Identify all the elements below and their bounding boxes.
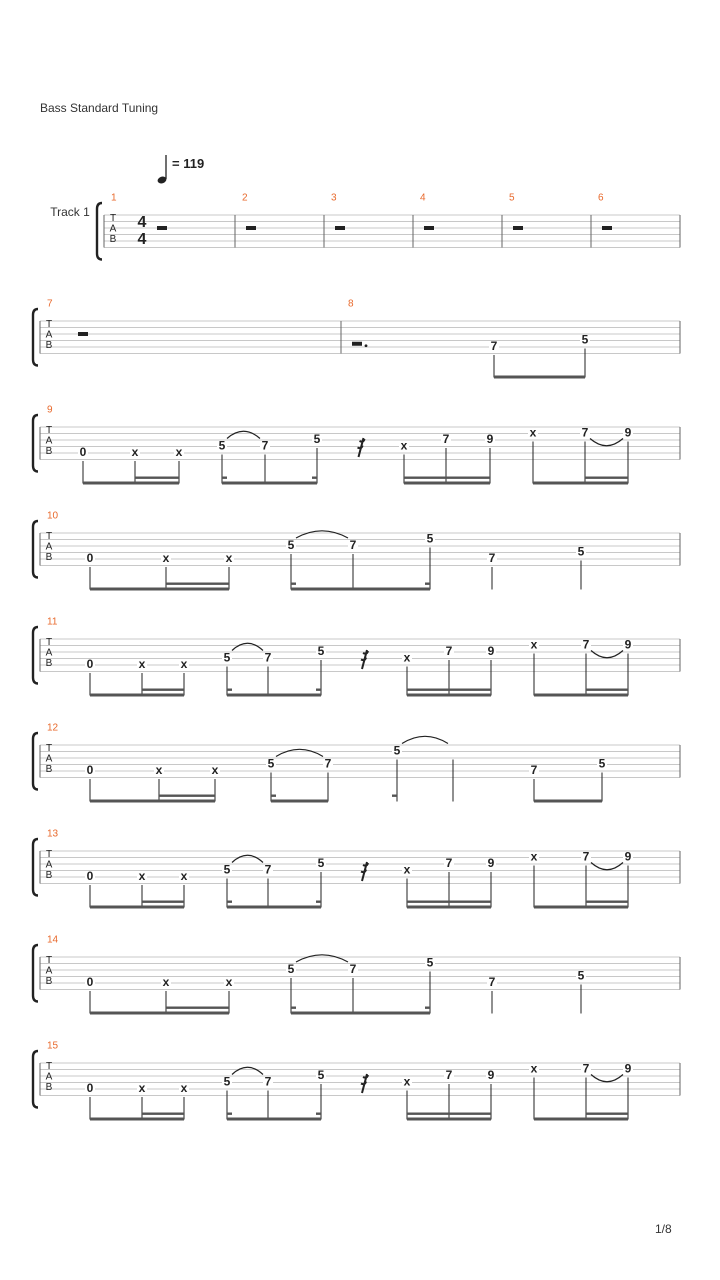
sixteenth-beam xyxy=(586,901,628,903)
fret-number: 7 xyxy=(445,644,453,659)
beam-stub xyxy=(425,1007,430,1009)
fret-number: 5 xyxy=(317,644,325,659)
beam-stub xyxy=(425,583,430,585)
tab-clef-letter: A xyxy=(109,223,117,235)
tab-clef-letter: A xyxy=(45,859,53,871)
beam-stub xyxy=(271,795,276,797)
beam-stub xyxy=(291,1007,296,1009)
fret-number: 7 xyxy=(582,849,590,864)
fret-number: x xyxy=(403,650,411,665)
fret-number: x xyxy=(131,445,139,460)
tab-clef-letter: A xyxy=(45,1071,53,1083)
tie-arc xyxy=(276,749,323,756)
fret-number: 9 xyxy=(487,1068,495,1083)
fret-number: 5 xyxy=(287,538,295,553)
beam xyxy=(222,482,317,485)
beam xyxy=(90,800,215,803)
sixteenth-rest xyxy=(361,862,368,881)
tab-clef-letter: B xyxy=(45,870,53,882)
sixteenth-beam xyxy=(585,477,628,479)
sixteenth-beam xyxy=(586,689,628,691)
sixteenth-beam xyxy=(135,477,179,479)
measure-number: 11 xyxy=(47,616,58,628)
system-bracket xyxy=(33,945,38,1002)
tie-arc xyxy=(232,855,263,862)
beam xyxy=(83,482,179,485)
beam-stub xyxy=(316,689,321,691)
sixteenth-beam xyxy=(404,477,490,479)
fret-number: 5 xyxy=(313,432,321,447)
tie-arc xyxy=(402,736,448,743)
fret-number: 0 xyxy=(86,763,94,778)
system-bracket xyxy=(33,1051,38,1108)
fret-number: x xyxy=(403,862,411,877)
fret-number: 5 xyxy=(577,968,585,983)
fret-number: 9 xyxy=(486,432,494,447)
sixteenth-beam xyxy=(166,1007,229,1009)
fret-number: x xyxy=(529,425,537,440)
fret-number: x xyxy=(400,438,408,453)
beam xyxy=(90,1012,229,1015)
fret-number: 7 xyxy=(582,637,590,652)
measure-number: 15 xyxy=(47,1040,59,1052)
sixteenth-beam xyxy=(142,689,184,691)
fret-number: 0 xyxy=(86,869,94,884)
tie-arc xyxy=(296,531,348,538)
sixteenth-rest xyxy=(361,650,368,669)
tab-clef-letter: B xyxy=(45,764,53,776)
beam xyxy=(90,906,184,909)
sixteenth-beam xyxy=(159,795,215,797)
measure-number: 10 xyxy=(47,510,59,522)
fret-number: x xyxy=(530,637,538,652)
beam-stub xyxy=(392,795,397,797)
sixteenth-beam xyxy=(407,1113,491,1115)
fret-number: 5 xyxy=(393,743,401,758)
fret-number: x xyxy=(138,1081,146,1096)
tie-arc xyxy=(227,431,260,438)
fret-number: 5 xyxy=(287,962,295,977)
measure-number: 5 xyxy=(509,192,515,204)
system-bracket xyxy=(33,521,38,578)
tie-arc xyxy=(296,955,348,962)
beam xyxy=(227,694,321,697)
measure-number: 1 xyxy=(111,192,117,204)
tab-clef-letter: B xyxy=(45,658,53,670)
system-bracket xyxy=(33,839,38,896)
fret-number: 5 xyxy=(218,438,226,453)
fret-number: 5 xyxy=(426,531,434,546)
fret-number: 7 xyxy=(264,862,272,877)
tab-clef-letter: A xyxy=(45,753,53,765)
beam-stub xyxy=(227,901,232,903)
fret-number: 7 xyxy=(445,1068,453,1083)
page-number: 1/8 xyxy=(655,1222,672,1236)
measure-number: 9 xyxy=(47,404,53,416)
beam xyxy=(90,694,184,697)
beam xyxy=(404,482,490,485)
fret-number: x xyxy=(175,445,183,460)
system-bracket xyxy=(33,733,38,790)
tab-clef-letter: B xyxy=(109,234,117,246)
beam xyxy=(90,1118,184,1121)
fret-number: 7 xyxy=(349,962,357,977)
fret-number: x xyxy=(162,551,170,566)
measure-number: 8 xyxy=(348,298,354,310)
beam xyxy=(534,694,628,697)
fret-number: 9 xyxy=(624,637,632,652)
tab-clef-letter: T xyxy=(45,531,53,543)
fret-number: 9 xyxy=(624,1061,632,1076)
sixteenth-beam xyxy=(407,689,491,691)
whole-rest xyxy=(246,226,256,230)
fret-number: 5 xyxy=(223,1074,231,1089)
fret-number: x xyxy=(403,1074,411,1089)
measure-number: 3 xyxy=(331,192,337,204)
fret-number: x xyxy=(225,551,233,566)
beam-stub xyxy=(316,1113,321,1115)
beam xyxy=(534,1118,628,1121)
tab-clef-letter: A xyxy=(45,647,53,659)
fret-number: x xyxy=(155,763,163,778)
system-bracket xyxy=(33,627,38,684)
beam xyxy=(271,800,328,803)
sixteenth-beam xyxy=(166,583,229,585)
fret-number: 9 xyxy=(624,849,632,864)
system-bracket xyxy=(33,309,38,366)
measure-number: 12 xyxy=(47,722,59,734)
fret-number: 7 xyxy=(530,763,538,778)
tab-clef-letter: A xyxy=(45,435,53,447)
whole-rest xyxy=(157,226,167,230)
beam-stub xyxy=(227,1113,232,1115)
fret-number: 5 xyxy=(317,1068,325,1083)
beam xyxy=(534,800,602,803)
measure-number: 2 xyxy=(242,192,248,204)
beam-stub xyxy=(316,901,321,903)
measure-number: 14 xyxy=(47,934,59,946)
sixteenth-rest xyxy=(361,1074,368,1093)
fret-number: x xyxy=(138,869,146,884)
fret-number: 5 xyxy=(426,955,434,970)
tab-clef-letter: A xyxy=(45,329,53,341)
fret-number: 9 xyxy=(487,856,495,871)
beam xyxy=(494,376,585,379)
rest-dot xyxy=(365,344,368,347)
whole-rest xyxy=(424,226,434,230)
fret-number: 5 xyxy=(598,756,606,771)
fret-number: 0 xyxy=(86,1081,94,1096)
tab-clef-letter: T xyxy=(45,425,53,437)
fret-number: 0 xyxy=(86,975,94,990)
beam xyxy=(227,906,321,909)
measure-number: 4 xyxy=(420,192,426,204)
sixteenth-beam xyxy=(142,901,184,903)
measure-number: 6 xyxy=(598,192,604,204)
tab-clef-letter: B xyxy=(45,976,53,988)
beam xyxy=(291,1012,430,1015)
fret-number: 7 xyxy=(442,432,450,447)
fret-number: 5 xyxy=(317,856,325,871)
beam-stub xyxy=(222,477,227,479)
tab-clef-letter: B xyxy=(45,1082,53,1094)
fret-number: 9 xyxy=(624,425,632,440)
fret-number: 9 xyxy=(487,644,495,659)
tab-clef-letter: B xyxy=(45,340,53,352)
sixteenth-rest xyxy=(358,438,365,457)
tab-clef-letter: B xyxy=(45,552,53,564)
whole-rest xyxy=(602,226,612,230)
time-signature-top: 4 xyxy=(137,214,147,232)
fret-number: x xyxy=(530,849,538,864)
beam-stub xyxy=(227,689,232,691)
tab-clef-letter: B xyxy=(45,446,53,458)
tab-clef-letter: T xyxy=(109,213,117,225)
fret-number: 7 xyxy=(324,756,332,771)
fret-number: x xyxy=(180,869,188,884)
beam xyxy=(407,1118,491,1121)
fret-number: 7 xyxy=(261,438,269,453)
fret-number: 0 xyxy=(79,445,87,460)
beam-stub xyxy=(291,583,296,585)
fret-number: 0 xyxy=(86,657,94,672)
fret-number: 7 xyxy=(488,975,496,990)
measure-number: 13 xyxy=(47,828,59,840)
fret-number: x xyxy=(180,657,188,672)
fret-number: 7 xyxy=(264,650,272,665)
whole-rest xyxy=(335,226,345,230)
tab-clef-letter: T xyxy=(45,1061,53,1073)
tab-clef-letter: T xyxy=(45,955,53,967)
fret-number: 5 xyxy=(223,862,231,877)
fret-number: 7 xyxy=(264,1074,272,1089)
fret-number: x xyxy=(162,975,170,990)
sixteenth-beam xyxy=(586,1113,628,1115)
tab-clef-letter: T xyxy=(45,849,53,861)
time-signature-bottom: 4 xyxy=(137,231,147,249)
tab-clef-letter: T xyxy=(45,743,53,755)
whole-rest xyxy=(513,226,523,230)
track-name: Track 1 xyxy=(50,205,90,220)
whole-rest xyxy=(352,342,362,346)
tab-clef-letter: A xyxy=(45,965,53,977)
fret-number: 7 xyxy=(490,339,498,354)
system-bracket xyxy=(33,415,38,472)
fret-number: x xyxy=(211,763,219,778)
fret-number: x xyxy=(530,1061,538,1076)
fret-number: 0 xyxy=(86,551,94,566)
beam xyxy=(407,906,491,909)
fret-number: 7 xyxy=(445,856,453,871)
system-bracket xyxy=(97,203,102,260)
beam xyxy=(291,588,430,591)
tab-clef-letter: T xyxy=(45,319,53,331)
fret-number: 7 xyxy=(581,425,589,440)
fret-number: x xyxy=(225,975,233,990)
beam xyxy=(90,588,229,591)
fret-number: 5 xyxy=(581,332,589,347)
beam xyxy=(227,1118,321,1121)
fret-number: 5 xyxy=(267,756,275,771)
sixteenth-beam xyxy=(407,901,491,903)
fret-number: 7 xyxy=(582,1061,590,1076)
fret-number: 7 xyxy=(488,551,496,566)
whole-rest xyxy=(78,332,88,336)
tuning-label: Bass Standard Tuning xyxy=(40,101,159,115)
fret-number: 5 xyxy=(223,650,231,665)
tab-clef-letter: T xyxy=(45,637,53,649)
fret-number: x xyxy=(138,657,146,672)
beam xyxy=(533,482,628,485)
fret-number: 5 xyxy=(577,544,585,559)
beam-stub xyxy=(312,477,317,479)
beam xyxy=(534,906,628,909)
fret-number: x xyxy=(180,1081,188,1096)
tie-arc xyxy=(232,1067,263,1074)
tempo-value: = 119 xyxy=(172,156,205,171)
sixteenth-beam xyxy=(142,1113,184,1115)
tie-arc xyxy=(232,643,263,650)
tab-clef-letter: A xyxy=(45,541,53,553)
fret-number: 7 xyxy=(349,538,357,553)
beam xyxy=(407,694,491,697)
measure-number: 7 xyxy=(47,298,53,310)
